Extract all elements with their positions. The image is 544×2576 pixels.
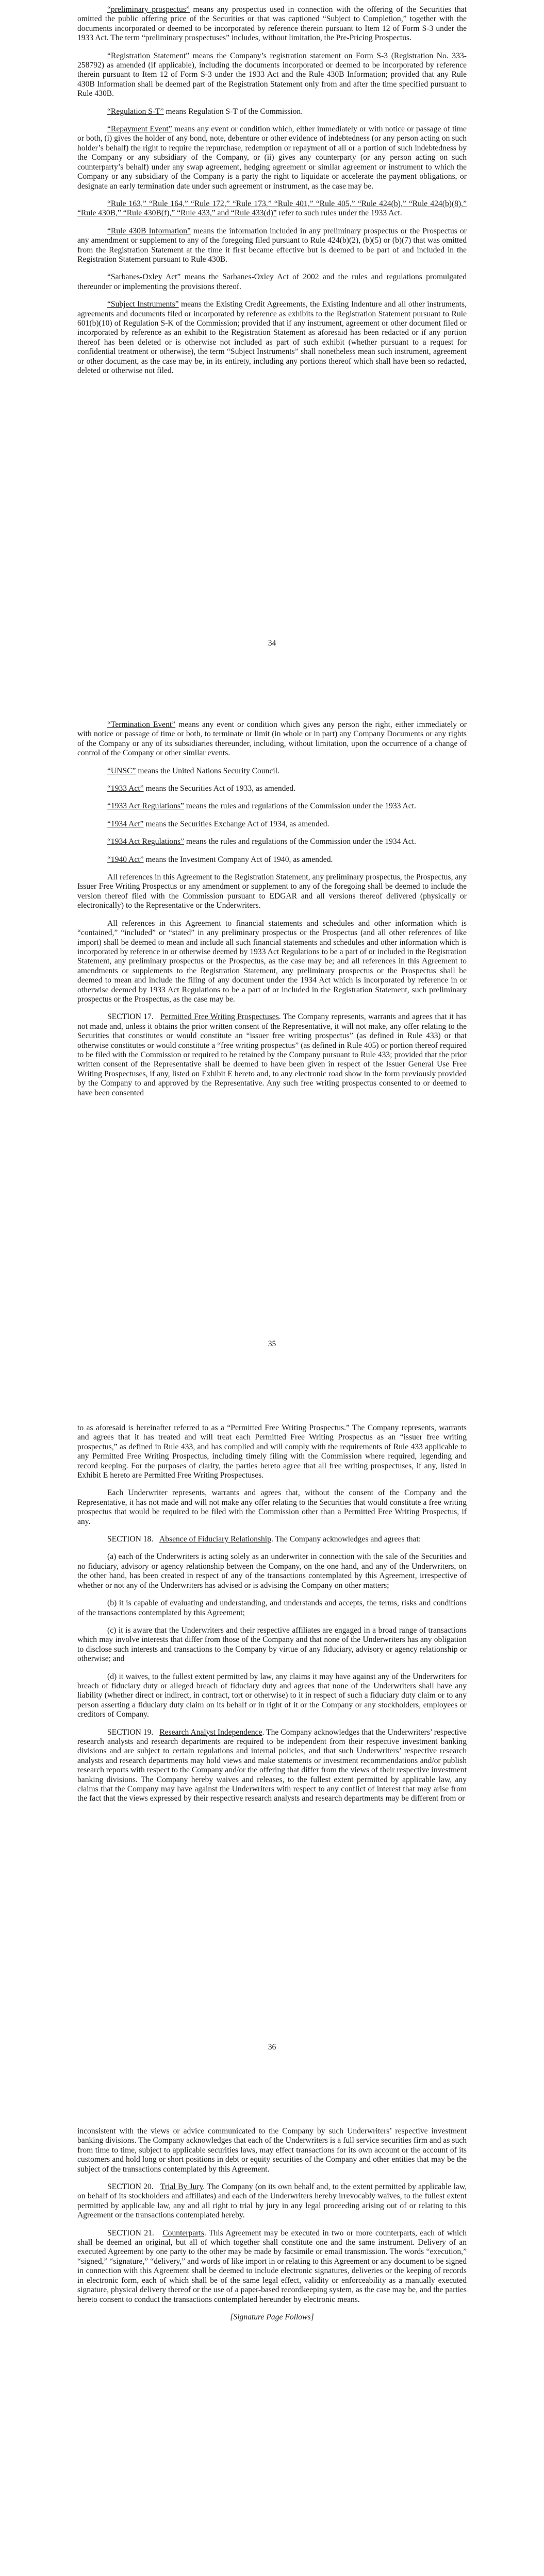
page-35 (0, 701, 544, 1404)
paragraph (77, 919, 467, 1005)
paragraph (77, 1423, 467, 1480)
paragraph-text: means the Investment Company Act of 1940, as amended. (143, 855, 333, 864)
section-heading: Trial By Jury (160, 2182, 203, 2192)
page-34 (0, 0, 544, 701)
paragraph (77, 802, 467, 811)
section-heading: Permitted Free Writing Prospectuses (160, 1012, 279, 1022)
page-number: 36 (268, 2043, 276, 2052)
paragraph-text: All references in this Agreement to financial statements and schedules and other information which is “contained,” “included” or “stated” in any preliminary prospectus or the Prospectus (and all other references of like import) shall be deemed to mean and include all such financial statements and schedules and other information which is incorporated by reference in or otherwise deemed by 1933 Act Regulations to be a part of or included in the Registration Statement, any preliminary prospectus or the Prospectus, as the case may be; and all references in this Agreement to amendments or supplements to the Registration Statement, any preliminary prospectus or the Prospectus shall be deemed to mean and include the filing of any document under the 1934 Act which is incorporated by reference in or otherwise deemed by 1933 Act Regulations to be a part of or included in the Registration Statement, such preliminary prospectus or the Prospectus, as the case may be. (77, 919, 467, 1004)
paragraph (77, 784, 467, 793)
defined-term: “Regulation S-T” (107, 107, 164, 116)
paragraph (77, 720, 467, 758)
paragraph (77, 52, 467, 99)
paragraph (77, 837, 467, 846)
paragraph (77, 2127, 467, 2174)
defined-term: “Registration Statement” (107, 51, 190, 60)
paragraph-text: means any event or condition which, either immediately or with notice or passage of time or both, (i) gives the holder of any bond, note, debenture or other evidence of indebtedness (or any person acting on such holder’s behalf) the right to require the repurchase, redemption or repayment of all or a portion of such indebtedness by the Company or any subsidiary of the Company, or (ii) gives any counterparty (or any person acting on such counterparty’s behalf) under any swap agreement, hedging agreement or similar agreement or instrument to which the Company or any subsidiary of the Company is a party the right to liquidate or accelerate the payment obligations, or designate an early termination date under such agreement or instrument, as the case may be. (77, 125, 467, 191)
paragraph (77, 1728, 467, 1804)
paragraph-text: means the United Nations Security Council. (136, 766, 279, 775)
paragraph (77, 1626, 467, 1664)
defined-term: “Termination Event” (107, 720, 176, 729)
paragraph-text: means any event or condition which gives any person the right, either immediately or with notice or passage of time or both, to terminate or limit (in whole or in part) any Company Documents or any rights of the Company or any of its subsidiaries thereunder, including, without limitation, upon the occurrence of a change of control of the Company or other similar events. (77, 720, 467, 758)
paragraph-text: Each Underwriter represents, warrants and agrees that, without the consent of the Company and the Representative, it has not made and will not make any offer relating to the Securities that would constitute a free writing prospectus that would be required to be filed with the Commission other than a Permitted Free Writing Prospectus, if any. (77, 1488, 467, 1526)
page-36 (0, 1404, 544, 2107)
paragraph-text: means the rules and regulations of the Commission under the 1933 Act. (184, 802, 416, 811)
paragraph-text: (b) it is capable of evaluating and understanding, and understands and accepts, the terms, risks and conditions of the transactions contemplated by this Agreement; (77, 1599, 467, 1617)
paragraph (77, 125, 467, 191)
paragraph-text: means any prospectus used in connection with the offering of the Securities that omitted the public offering price of the Securities or that was captioned “Subject to Completion,” together with the documents incorporated or deemed to be incorporated by reference therein pursuant to Item 12 of Form S-3 under the 1933 Act. The term “preliminary prospectuses” includes, without limitation, the Pre-Pricing Prospectus. (77, 5, 467, 43)
page-number: 35 (268, 1340, 276, 1348)
paragraph (77, 199, 467, 218)
section-number: SECTION 17. (107, 1012, 154, 1022)
paragraph (77, 227, 467, 265)
page-content (77, 720, 467, 1098)
paragraph-text: means the Sarbanes-Oxley Act of 2002 and the rules and regulations promulgated thereunder or implementing the provisions thereof. (77, 273, 467, 291)
defined-term: “Repayment Event” (107, 125, 172, 134)
section-heading: Research Analyst Independence (159, 1727, 262, 1737)
paragraph (77, 2229, 467, 2304)
signature-page-note: [Signature Page Follows] (230, 2312, 314, 2321)
section-number: SECTION 18. (107, 1535, 154, 1544)
paragraph-text: means the information included in any preliminary prospectus or the Prospectus or any amendment or supplement to any of the foregoing filed pursuant to Rule 424(b)(2), (b)(5) or (b)(7) that was omitted from the Registration Statement at the time it first became effective but is deemed to be part of and included in the Registration Statement pursuant to Rule 430B. (77, 226, 467, 264)
paragraph (77, 5, 467, 43)
paragraph-text: . The Company acknowledges and agrees that: (271, 1535, 421, 1544)
page-content (77, 5, 467, 376)
defined-term: “preliminary prospectus” (107, 5, 190, 14)
paragraph (77, 767, 467, 776)
section-heading: Absence of Fiduciary Relationship (159, 1535, 271, 1544)
paragraph (77, 1535, 467, 1544)
section-number: SECTION 20. (107, 2182, 154, 2192)
section-number: SECTION 21. (107, 2228, 154, 2238)
paragraph-text: means the Securities Exchange Act of 1934, as amended. (143, 819, 329, 828)
paragraph (77, 273, 467, 292)
paragraph-text: . The Company (on its own behalf and, to the extent permitted by applicable law, on behalf of its stockholders and affiliates) and each of the Underwriters hereby irrevocably waives, to the fullest extent permitted by applicable law, any and all right to trial by jury in any legal proceeding arising out of or relating to this Agreement or the transactions contemplated hereby. (77, 2182, 467, 2220)
paragraph-text: means the Existing Credit Agreements, the Existing Indenture and all other instruments, agreements and documents filed or incorporated by reference as exhibits to the Registration Statement pursuant to Rule 601(b)(10) of Regulation S-K of the Commission; provided that if any instrument, agreement or other document filed or incorporated by reference as an exhibit to the Registration Statement as aforesaid has been redacted or if any portion thereof has been deleted or is otherwise not included as part of such exhibit (whether pursuant to a request for confidential treatment or otherwise), the term “Subject Instruments” shall nonetheless mean such instrument, agreement or other document, as the case may be, in its entirety, including any portions thereof which shall have been so redacted, deleted or otherwise not filed. (77, 300, 467, 375)
paragraph (77, 107, 467, 116)
paragraph (77, 1012, 467, 1098)
section-heading: Counterparts (162, 2228, 204, 2238)
page-content (77, 2127, 467, 2304)
paragraph (77, 2182, 467, 2221)
paragraph (77, 1552, 467, 1590)
page-number: 34 (268, 639, 276, 648)
defined-term: “Subject Instruments” (107, 300, 179, 309)
section-number: SECTION 19. (107, 1727, 154, 1737)
defined-term: “UNSC” (107, 766, 136, 775)
defined-term: “Rule 430B Information” (107, 226, 191, 235)
paragraph-text: . The Company represents, warrants and agrees that it has not made and, unless it obtains the prior written consent of the Representative, it will not make, any offer relating to the Securities that constitutes or would constitute an “issuer free writing prospectus” (as defined in Rule 433) or that otherwise constitutes or would constitute a “free writing prospectus” (as defined in Rule 405) or portion thereof required to be filed with the Commission or required to be retained by the Company pursuant to Rule 433; provided that the prior written consent of the Representative shall be deemed to have been given in respect of the Issuer General Use Free Writing Prospectuses, if any, listed on Exhibit E hereto and, to any electronic road show in the form previously provided by the Company to and approved by the Representative. Any such free writing prospectus consented to or deemed to have been consented (77, 1012, 467, 1097)
defined-term: “1933 Act” (107, 784, 144, 793)
defined-term: “1934 Act” (107, 819, 144, 828)
paragraph (77, 300, 467, 376)
paragraph-text: refer to such rules under the 1933 Act. (276, 209, 402, 218)
paragraph (77, 1599, 467, 1618)
page-37 (0, 2107, 544, 2576)
paragraph-text: to as aforesaid is hereinafter referred to as a “Permitted Free Writing Prospectus.” The Company represents, warrants and agrees that it has treated and will treat each Permitted Free Writing Prospectus as an “issuer free writing prospectus,” as defined in Rule 433, and has complied and will comply with the requirements of Rule 433 applicable to any Permitted Free Writing Prospectus, including timely filing with the Commission where required, legending and record keeping. For the purposes of clarity, the parties hereto agree that all free writing prospectuses, if any, listed in Exhibit E hereto are Permitted Free Writing Prospectuses. (77, 1423, 467, 1480)
paragraph (77, 820, 467, 829)
page-content (77, 1423, 467, 1804)
paragraph-text: means the Securities Act of 1933, as amended. (143, 784, 296, 793)
defined-term: “1933 Act Regulations” (107, 802, 184, 811)
paragraph-text: . The Company acknowledges that the Underwriters’ respective research analysts and research departments are required to be independent from their respective investment banking divisions and are subject to certain regulations and internal policies, and that such Underwriters’ respective research analysts and research departments may hold views and make statements or investment recommendations and/or publish research reports with respect to the Company and/or the offering that differ from the views of their respective investment banking divisions. The Company hereby waives and releases, to the fullest extent permitted by applicable law, any claims that the Company may have against the Underwriters with respect to any conflict of interest that may arise from the fact that the views expressed by their respective research analysts and research departments may be different from or (77, 1727, 467, 1803)
paragraph-text: means the Company’s registration statement on Form S-3 (Registration No. 333-258792) as amended (if applicable), including the documents incorporated or deemed to be incorporated by reference therein pursuant to Item 12 of Form S-3 under the 1933 Act and the Rule 430B Information; provided that any Rule 430B Information shall be deemed part of the Registration Statement only from and after the time specified pursuant to Rule 430B. (77, 51, 467, 98)
defined-term: “Rule 163,” “Rule 164,” “Rule 172,” “Rule 173,” “Rule 401,” “Rule 405,” “Rule 424(b),” “Rule 424(b)(8),” “Rule 430B,” “Rule 430B(f),” “Rule 433,” and “Rule 433(d)” (77, 199, 467, 218)
paragraph-text: All references in this Agreement to the Registration Statement, any preliminary prospectus, the Prospectus, any Issuer Free Writing Prospectus or any amendment or supplement to any of the foregoing shall be deemed to include the version thereof filed with the Commission pursuant to EDGAR and all versions thereof delivered (physically or electronically) to the Representative or the Underwriters. (77, 873, 467, 910)
paragraph-text: (d) it waives, to the fullest extent permitted by law, any claims it may have against any of the Underwriters for breach of fiduciary duty or alleged breach of fiduciary duty and agrees that none of the Underwriters shall have any liability (whether direct or indirect, in contract, tort or otherwise) to it in respect of such a fiduciary duty claim or to any person asserting a fiduciary duty claim on its behalf or in right of it or the Company or any stockholders, employees or creditors of Company. (77, 1672, 467, 1719)
paragraph-text: . This Agreement may be executed in two or more counterparts, each of which shall be deemed an original, but all of which together shall constitute one and the same instrument. Delivery of an executed Agreement by one party to the other may be made by facsimile or email transmission. The words “execution,” “signed,” “signature,” “delivery,” and words of like import in or relating to this Agreement or any document to be signed in connection with this Agreement shall be deemed to include electronic signatures, deliveries or the keeping of records in electronic form, each of which shall be of the same legal effect, validity or enforceability as a manually executed signature, physical delivery thereof or the use of a paper-based recordkeeping system, as the case may be, and the parties hereto consent to conduct the transactions contemplated hereunder by electronic means. (77, 2228, 467, 2304)
paragraph (77, 1488, 467, 1527)
paragraph-text: means Regulation S-T of the Commission. (163, 107, 303, 116)
paragraph-text: means the rules and regulations of the Commission under the 1934 Act. (184, 837, 416, 846)
paragraph-text: (c) it is aware that the Underwriters and their respective affiliates are engaged in a broad range of transactions which may involve interests that differ from those of the Company and that none of the Underwriters has any obligation to disclose such interests and transactions to the Company by virtue of any fiduciary, advisory or agency relationship or otherwise; and (77, 1625, 467, 1664)
paragraph (77, 1672, 467, 1720)
defined-term: “1934 Act Regulations” (107, 837, 184, 846)
defined-term: “1940 Act” (107, 855, 144, 864)
paragraph-text: inconsistent with the views or advice communicated to the Company by such Underwriters’ respective investment banking divisions. The Company acknowledges that each of the Underwriters is a full service securities firm and as such from time to time, subject to applicable securities laws, may effect transactions for its own account or the account of its customers and hold long or short positions in debt or equity securities of the Company and other entities that may be the subject of the transactions contemplated by this Agreement. (77, 2127, 467, 2174)
defined-term: “Sarbanes-Oxley Act” (107, 273, 181, 282)
paragraph-text: (a) each of the Underwriters is acting solely as an underwriter in connection with the sale of the Securities and no fiduciary, advisory or agency relationship between the Company, on the one hand, and any of the Underwriters, on the other hand, has been created in respect of any of the transactions contemplated by this Agreement, irrespective of whether or not any of the Underwriters has advised or is advising the Company on other matters; (77, 1552, 467, 1590)
paragraph (77, 873, 467, 911)
paragraph (77, 855, 467, 865)
